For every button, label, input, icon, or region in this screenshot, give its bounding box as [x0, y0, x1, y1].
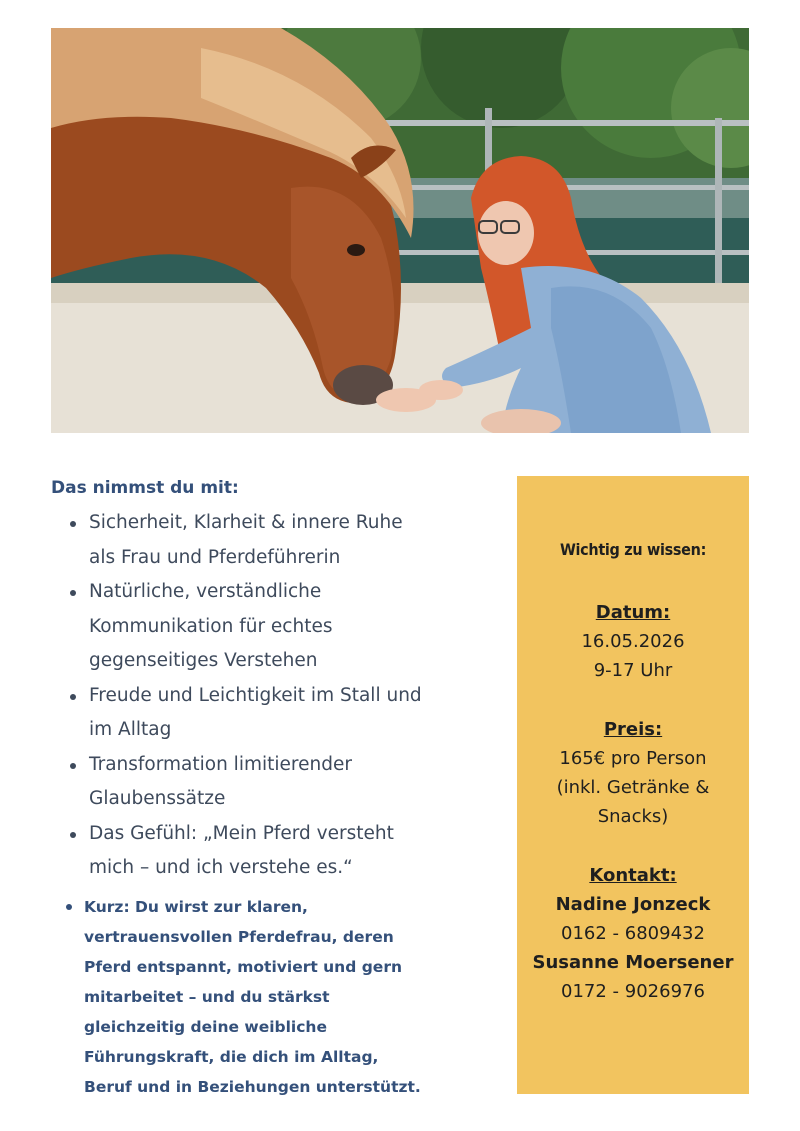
date-value: 16.05.2026 [581, 631, 685, 652]
benefit-item [51, 575, 471, 679]
benefits-section [51, 478, 471, 1102]
benefit-line: Natürliche, verständliche [89, 581, 322, 602]
time-value: 9-17 Uhr [593, 660, 673, 681]
benefit-line: Glaubenssätze [89, 788, 226, 809]
benefit-line: Sicherheit, Klarheit & innere Ruhe [89, 512, 403, 533]
benefit-line: Das Gefühl: „Mein Pferd versteht [89, 822, 394, 844]
benefit-line: mich – und ich verstehe es.“ [89, 857, 353, 878]
info-title: Wichtig zu wissen: [559, 540, 707, 559]
summary-line: vertrauensvollen Pferdefrau, deren [84, 927, 394, 946]
benefit-line: Transformation limitierender [89, 753, 352, 775]
price-value: 165€ pro Person [559, 748, 707, 769]
summary-line: Kurz: Du wirst zur klaren, [84, 897, 308, 916]
contact-label: Kontakt: [589, 865, 677, 886]
benefit-item [51, 679, 471, 748]
summary-line: Pferd entspannt, motiviert und gern [84, 957, 402, 976]
summary-line: mitarbeitet – und du stärkst [84, 987, 330, 1006]
benefit-line: als Frau und Pferdeführerin [89, 546, 341, 568]
contact-name: Nadine Jonzeck [555, 894, 711, 915]
summary-line: Führungskraft, die dich im Alltag, [84, 1047, 379, 1066]
benefits-heading: Das nimmst du mit: [51, 478, 239, 498]
price-note: (inkl. Getränke & [556, 777, 710, 798]
date-label: Datum: [595, 602, 671, 623]
price-label: Preis: [603, 719, 663, 740]
horse-and-woman-illustration [51, 28, 749, 433]
summary-line: Beruf und in Beziehungen unterstützt. [84, 1077, 421, 1096]
contact-block [517, 861, 749, 1006]
summary-line: gleichzeitig deine weibliche [84, 1017, 327, 1036]
benefit-item [51, 817, 471, 886]
contact-phone[interactable]: 0162 - 6809432 [561, 923, 705, 944]
contact-name: Susanne Moersener [532, 952, 734, 973]
hero-photo [51, 28, 749, 433]
benefit-item [51, 506, 471, 575]
benefits-list [51, 506, 471, 886]
date-block [517, 598, 749, 685]
benefit-line: gegenseitiges Verstehen [89, 650, 318, 671]
benefit-line: im Alltag [89, 719, 172, 740]
benefit-item [51, 748, 471, 817]
info-box [517, 476, 749, 1094]
price-note: Snacks) [597, 806, 669, 827]
contact-phone[interactable]: 0172 - 9026976 [561, 981, 705, 1002]
summary-text [51, 892, 454, 1102]
price-block [517, 715, 749, 831]
benefit-line: Freude und Leichtigkeit im Stall und [89, 684, 422, 706]
benefit-line: Kommunikation für echtes [89, 615, 333, 637]
